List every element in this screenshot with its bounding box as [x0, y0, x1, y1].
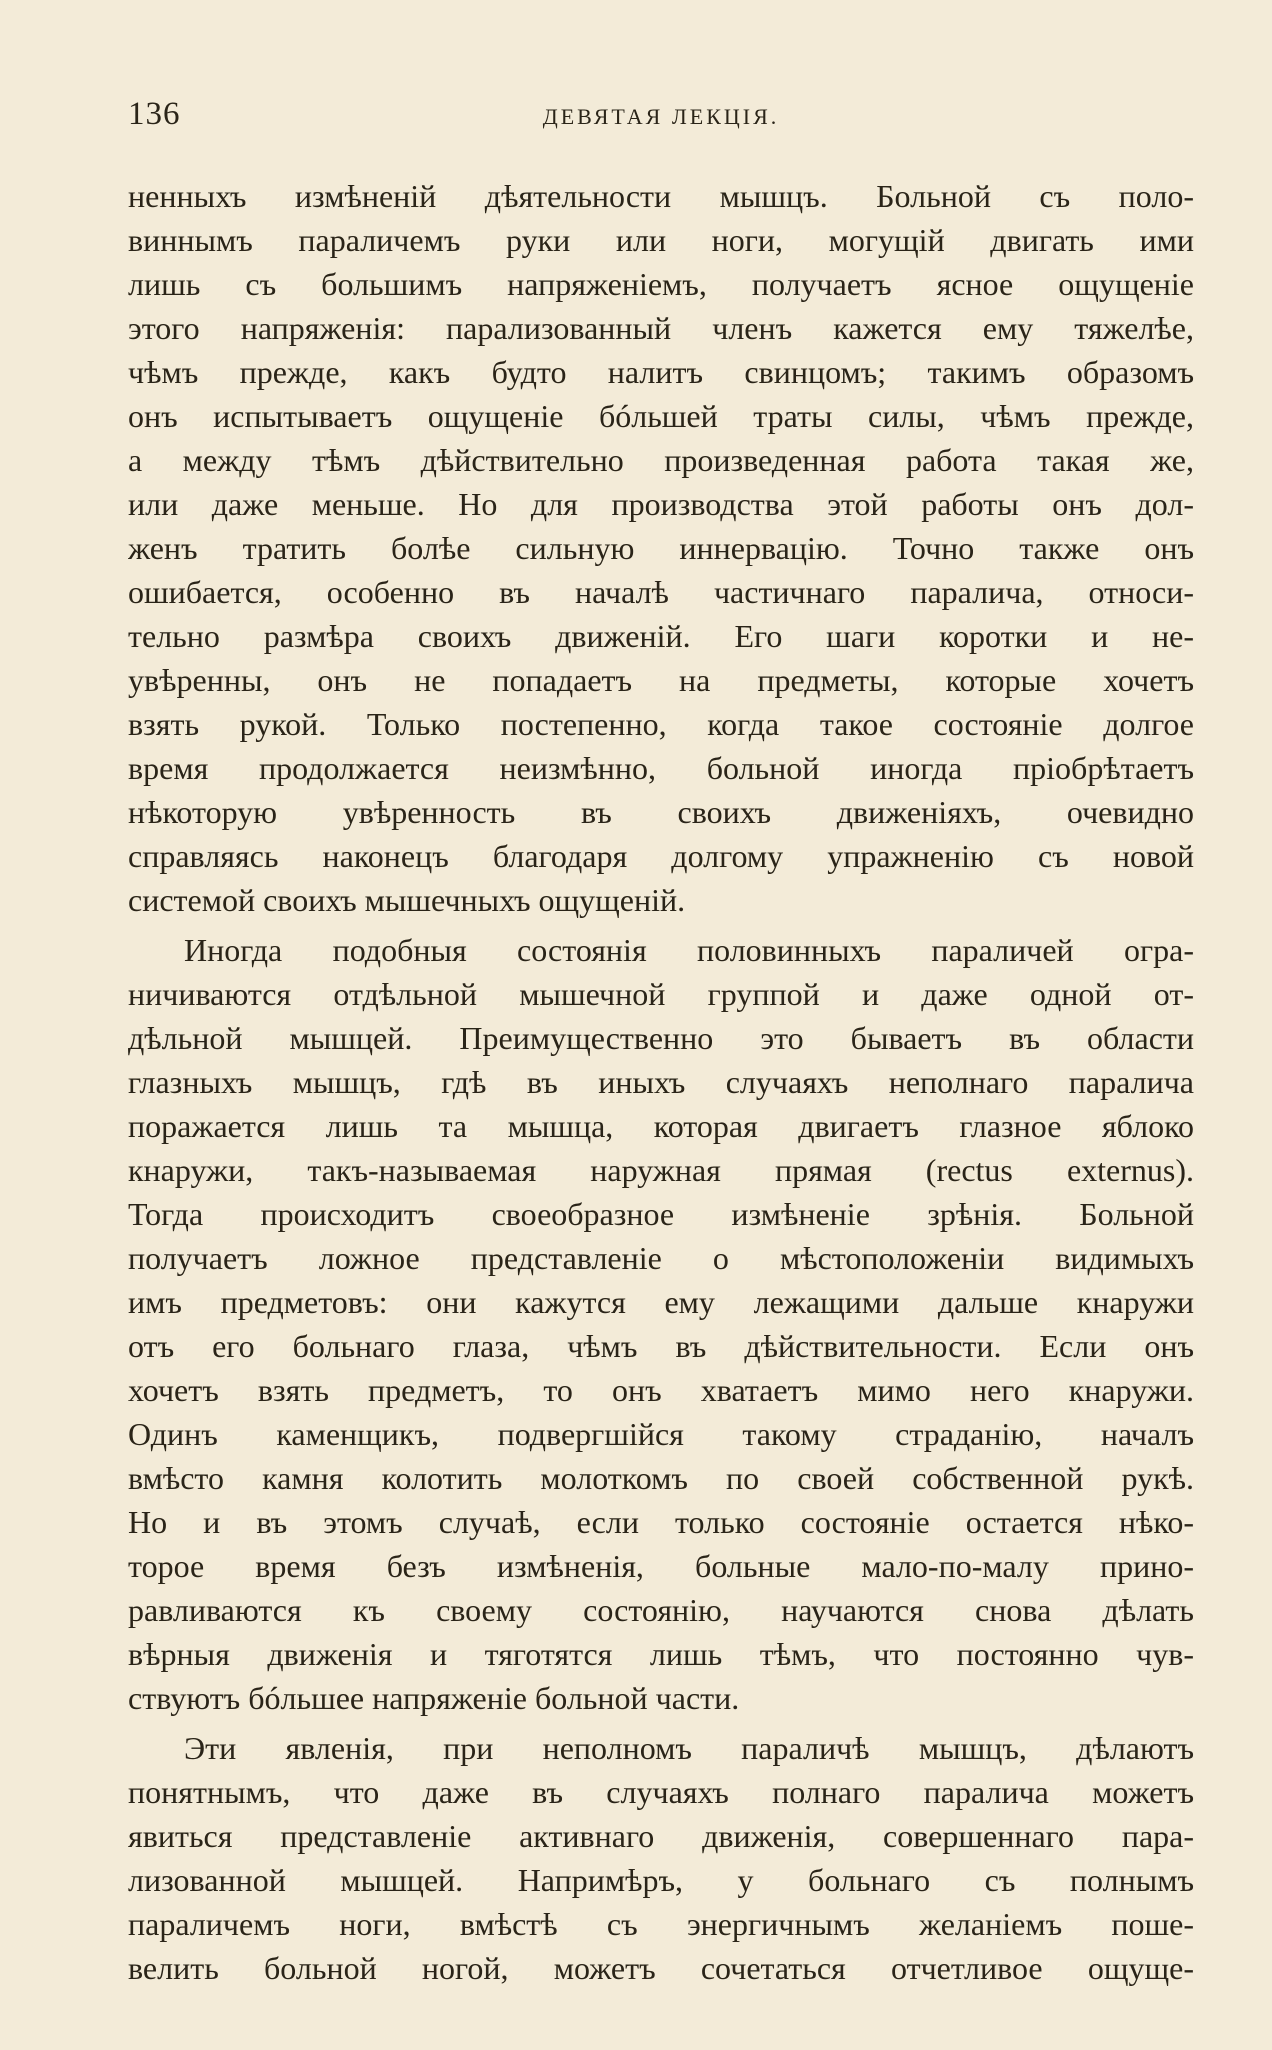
text-line: справляясь наконецъ благодаря долгому упражненію съ новой — [128, 838, 1194, 874]
text-line: или даже меньше. Но для производства этой работы онъ дол- — [128, 486, 1194, 522]
text-line: глазныхъ мышцъ, гдѣ въ иныхъ случаяхъ неполнаго паралича — [128, 1064, 1194, 1100]
paragraph — [128, 1726, 1194, 1990]
text-line: Тогда происходитъ своеобразное измѣненіе зрѣнія. Больной — [128, 1196, 1194, 1232]
text-line: онъ испытываетъ ощущеніе бóльшей траты силы, чѣмъ прежде, — [128, 398, 1194, 434]
text-line: увѣренны, онъ не попадаетъ на предметы, которые хочетъ — [128, 662, 1194, 698]
text-line: ошибается, особенно въ началѣ частичнаго паралича, относи- — [128, 574, 1194, 610]
text-line: понятнымъ, что даже въ случаяхъ полнаго паралича можетъ — [128, 1774, 1194, 1810]
text-line: этого напряженія: парализованный членъ кажется ему тяжелѣе, — [128, 310, 1194, 346]
page-header — [128, 96, 1194, 146]
text-line: тельно размѣра своихъ движеній. Его шаги коротки и не- — [128, 618, 1194, 654]
text-line: ненныхъ измѣненій дѣятельности мышцъ. Больной съ поло- — [128, 178, 1194, 214]
text-line: поражается лишь та мышца, которая двигаетъ глазное яблоко — [128, 1108, 1194, 1144]
paragraph — [128, 174, 1194, 922]
text-line: Одинъ каменщикъ, подвергшійся такому страданію, началъ — [128, 1416, 1194, 1452]
text-line: нѣкоторую увѣренность въ своихъ движеніяхъ, очевидно — [128, 794, 1194, 830]
text-line: велить больной ногой, можетъ сочетаться отчетливое ощуще- — [128, 1950, 1194, 1986]
text-line: женъ тратить болѣе сильную иннервацію. Точно также онъ — [128, 530, 1194, 566]
running-title: ДЕВЯТАЯ ЛЕКЦІЯ. — [542, 104, 780, 129]
text-line: вмѣсто камня колотить молоткомъ по своей собственной рукѣ. — [128, 1460, 1194, 1496]
text-line: имъ предметовъ: они кажутся ему лежащими дальше кнаружи — [128, 1284, 1194, 1320]
text-line: Иногда подобныя состоянія половинныхъ параличей огра- — [184, 932, 1194, 968]
text-line: лишь съ большимъ напряженіемъ, получаетъ ясное ощущеніе — [128, 266, 1194, 302]
text-line: виннымъ параличемъ руки или ноги, могущій двигать ими — [128, 222, 1194, 258]
text-line: торое время безъ измѣненія, больные мало-по-малу прино- — [128, 1548, 1194, 1584]
text-line: дѣльной мышцей. Преимущественно это бываетъ въ области — [128, 1020, 1194, 1056]
text-line: явиться представленіе активнаго движенія, совершеннаго пара- — [128, 1818, 1194, 1854]
text-line: Эти явленія, при неполномъ параличѣ мышцъ, дѣлаютъ — [184, 1730, 1194, 1766]
text-line: отъ его больнаго глаза, чѣмъ въ дѣйствительности. Если онъ — [128, 1328, 1194, 1364]
text-line: вѣрныя движенія и тяготятся лишь тѣмъ, что постоянно чув- — [128, 1636, 1194, 1672]
text-line: время продолжается неизмѣнно, больной иногда пріобрѣтаетъ — [128, 750, 1194, 786]
text-line: системой своихъ мышечныхъ ощущеній. — [128, 882, 686, 918]
text-line: Но и въ этомъ случаѣ, если только состояніе остается нѣко- — [128, 1504, 1194, 1540]
text-line: ничиваются отдѣльной мышечной группой и даже одной от- — [128, 976, 1194, 1012]
text-line: взять рукой. Только постепенно, когда такое состояніе долгое — [128, 706, 1194, 742]
text-line: хочетъ взять предметъ, то онъ хватаетъ мимо него кнаружи. — [128, 1372, 1194, 1408]
text-line: ствуютъ бóльшее напряженіе больной части. — [128, 1680, 740, 1716]
text-line: чѣмъ прежде, какъ будто налитъ свинцомъ; такимъ образомъ — [128, 354, 1194, 390]
body-text — [128, 174, 1194, 1990]
text-line: получаетъ ложное представленіе о мѣстоположеніи видимыхъ — [128, 1240, 1194, 1276]
text-line: а между тѣмъ дѣйствительно произведенная работа такая же, — [128, 442, 1194, 478]
text-line: равливаются къ своему состоянію, научаются снова дѣлать — [128, 1592, 1194, 1628]
page-number: 136 — [128, 96, 181, 132]
paragraph — [128, 928, 1194, 1720]
text-line: кнаружи, такъ-называемая наружная прямая (rectus externus). — [128, 1152, 1194, 1188]
text-line: параличемъ ноги, вмѣстѣ съ энергичнымъ желаніемъ поше- — [128, 1906, 1194, 1942]
text-line: лизованной мышцей. Напримѣръ, у больнаго съ полнымъ — [128, 1862, 1194, 1898]
